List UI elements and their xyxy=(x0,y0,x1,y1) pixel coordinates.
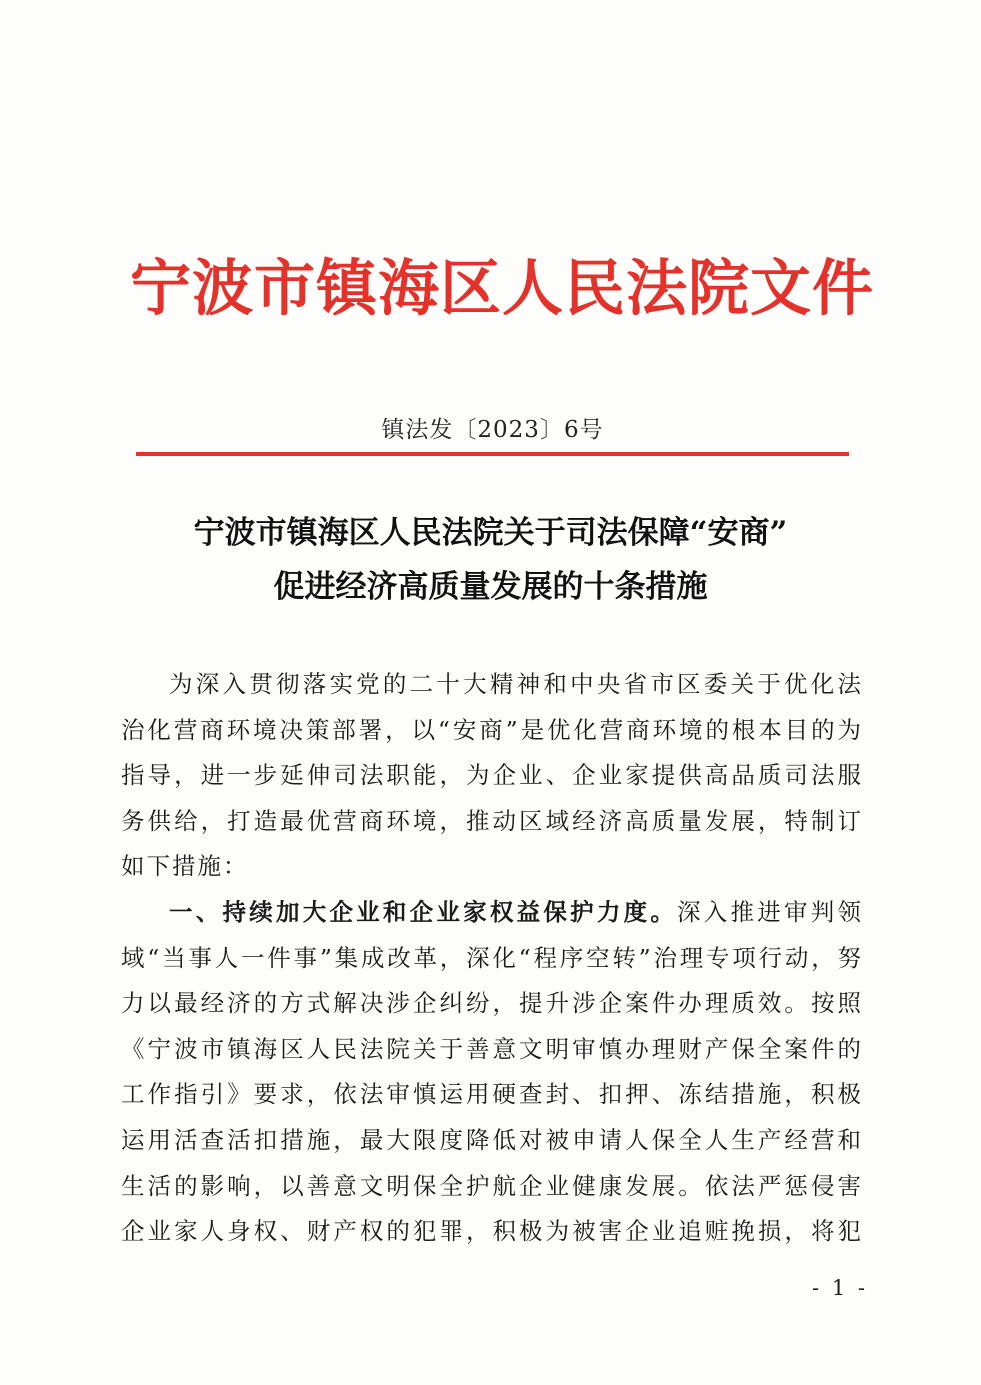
issuer-header: 宁波市镇海区人民法院文件 xyxy=(130,253,875,324)
body-line: 生活的影响，以善意文明保全护航企业健康发展。依法严惩侵害 xyxy=(121,1171,863,1200)
page-number: - 1 - xyxy=(812,1276,868,1300)
title-line-2: 促进经济高质量发展的十条措施 xyxy=(273,569,708,605)
section-1-text: 深入推进审判领 xyxy=(677,897,864,926)
document-title xyxy=(100,506,881,614)
body-line: 《宁波市镇海区人民法院关于善意文明审慎办理财产保全案件的 xyxy=(121,1034,863,1063)
body-line: 指导，进一步延伸司法职能，为企业、企业家提供高品质司法服 xyxy=(121,761,863,790)
body-line: 为深入贯彻落实党的二十大精神和中央省市区委关于优化法 xyxy=(169,670,863,698)
document-body xyxy=(121,662,863,1255)
body-line: 务供给，打造最优营商环境，推动区域经济高质量发展，特制订 xyxy=(121,806,863,835)
body-line: 工作指引》要求，依法审慎运用硬查封、扣押、冻结措施，积极 xyxy=(121,1080,863,1109)
body-line: 运用活查活扣措施，最大限度降低对被申请人保全人生产经营和 xyxy=(121,1125,863,1154)
document-number: 镇法发〔2023〕6号 xyxy=(381,417,604,443)
body-line: 域“当事人一件事”集成改革，深化“程序空转”治理专项行动，努 xyxy=(121,943,863,972)
body-line: 企业家人身权、财产权的犯罪，积极为被害企业追赃挽损，将犯 xyxy=(121,1217,863,1246)
red-divider-line xyxy=(136,452,849,456)
section-1-first-line xyxy=(121,890,863,936)
section-1-heading: 一、持续加大企业和企业家权益保护力度。 xyxy=(169,897,678,926)
title-line-1: 宁波市镇海区人民法院关于司法保障“安商” xyxy=(193,515,788,551)
body-line: 如下措施： xyxy=(121,852,249,881)
body-line: 治化营商环境决策部署，以“安商”是优化营商环境的根本目的为 xyxy=(121,715,863,744)
body-line: 力以最经济的方式解决涉企纠纷，提升涉企案件办理质效。按照 xyxy=(121,989,863,1018)
